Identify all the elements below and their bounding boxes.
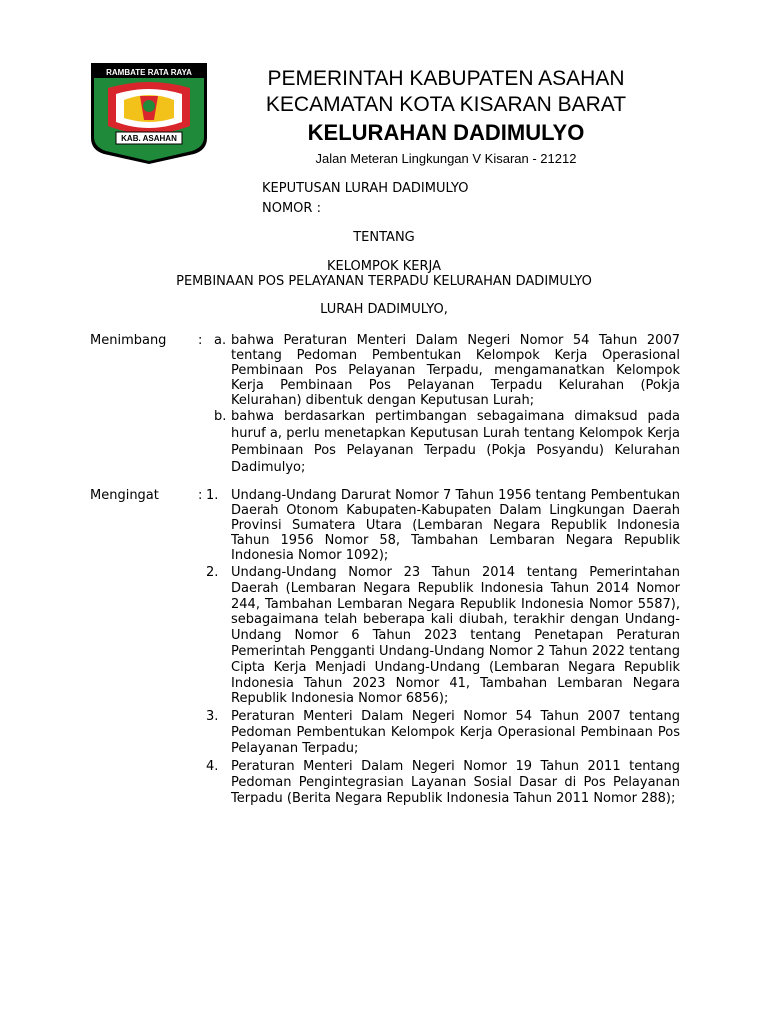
menimbang-label: Menimbang [90, 333, 167, 348]
logo-motto-text: RAMBATE RATA RAYA [106, 68, 192, 77]
letterhead-address: Jalan Meteran Lingkungan V Kisaran - 21212 [315, 151, 577, 166]
item-number: a. [214, 333, 227, 348]
letterhead-line-government: PEMERINTAH KABUPATEN ASAHAN [267, 67, 625, 90]
decree-authority: LURAH DADIMULYO, [320, 302, 448, 317]
menimbang-item-a [214, 333, 680, 408]
decree-about: TENTANG [353, 230, 415, 245]
item-number: 1. [206, 488, 219, 503]
mengingat-label: Mengingat [90, 488, 159, 503]
decree-subject-line2: PEMBINAAN POS PELAYANAN TERPADU KELURAHAN DADIMULYO [176, 274, 592, 289]
item-number: 4. [206, 759, 219, 775]
mengingat-colon: : [198, 488, 203, 503]
decree-number-label: NOMOR : [262, 201, 321, 216]
mengingat-item-2 [206, 565, 680, 707]
menimbang-item-b [214, 408, 680, 476]
item-text: Peraturan Menteri Dalam Negeri Nomor 19 Tahun 2011 tentang Pedoman Pengintegrasian Layanan Sosial Dasar di Pos Pelayanan Terpadu (Berita Negara Republik Indonesia Tahun 2011 Nomor 288); [231, 759, 680, 807]
mengingat-item-3 [206, 709, 680, 757]
menimbang-section [90, 333, 680, 476]
menimbang-colon: : [198, 333, 203, 348]
item-text: Undang-Undang Nomor 23 Tahun 2014 tentang Pemerintahan Daerah (Lembaran Negara Republik Indonesia Tahun 2014 Nomor 244, Tambahan Lembaran Negara Republik Indonesia Nomor 5587), sebagaimana telah beberapa kali diubah, terakhir dengan Undang-Undang Nomor 6 Tahun 2023 tentang Penetapan Peraturan Pemerintah Pengganti Undang-Undang Nomor 2 Tahun 2022 tentang Cipta Kerja Menjadi Undang-Undang (Lembaran Negara Republik Indonesia Tahun 2023 Nomor 41, Tambahan Lembaran Negara Republik Indonesia Nomor 6856); [231, 565, 680, 707]
letterhead-line-district: KECAMATAN KOTA KISARAN BARAT [265, 93, 627, 116]
logo-kab-text: KAB. ASAHAN [121, 134, 177, 143]
decree-subject-line1: KELOMPOK KERJA [327, 259, 441, 274]
item-text: bahwa Peraturan Menteri Dalam Negeri Nomor 54 Tahun 2007 tentang Pedoman Pembentukan Kelompok Kerja Operasional Pembinaan Pos Pelayanan Terpadu, mengamanatkan Kelompok Kerja Pembinaan Pos Pelayanan Terpadu Kelurahan (Pokja Kelurahan) dibentuk dengan Keputusan Lurah; [231, 333, 680, 408]
letterhead-line-village: KELURAHAN DADIMULYO [307, 120, 585, 145]
item-text: Undang-Undang Darurat Nomor 7 Tahun 1956 tentang Pembentukan Daerah Otonom Kabupaten-Kabupaten Dalam Lingkungan Daerah Provinsi Sumatera Utara (Lembaran Negara Republik Indonesia Tahun 1956 Nomor 58, Tambahan Lembaran Negara Republik Indonesia Nomor 1092); [231, 488, 680, 563]
mengingat-item-1 [206, 488, 680, 563]
item-text: Peraturan Menteri Dalam Negeri Nomor 54 Tahun 2007 tentang Pedoman Pembentukan Kelompok Kerja Operasional Pembinaan Pos Pelayanan Terpadu; [231, 709, 680, 757]
decree-title: KEPUTUSAN LURAH DADIMULYO [262, 181, 469, 196]
item-number: b. [214, 409, 227, 424]
item-number: 2. [206, 565, 219, 580]
mengingat-section [90, 488, 680, 807]
letterhead [212, 66, 680, 168]
kabupaten-asahan-emblem [88, 60, 210, 166]
item-number: 3. [206, 709, 219, 725]
item-text: bahwa berdasarkan pertimbangan sebagaimana dimaksud pada huruf a, perlu menetapkan Keputusan Lurah tentang Kelompok Kerja Pembinaan Pos Pelayanan Terpadu (Pokja Posyandu) Kelurahan Dadimulyo; [231, 409, 680, 475]
mengingat-item-4 [206, 759, 680, 807]
